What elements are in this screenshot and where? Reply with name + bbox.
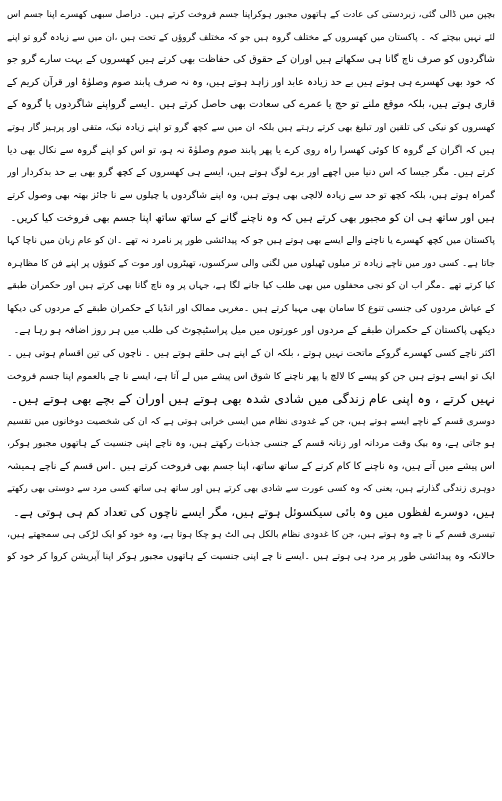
paragraph [7, 411, 495, 524]
paragraph [7, 230, 495, 343]
text-line: کہ خود بھی کھسرے ہی ہوتے ہیں بے حد زیادہ عابد اور زاہد ہوتے ہیں، وہ نہ صرف پابند صوم وصلوٰۃ اور قرآن کریم کے [7, 76, 495, 88]
text-line: حالانکہ وہ پیدائشی طور پر مرد ہی ہوتے ہیں ۔ایسے نا چے اپنی جنسیت کے ہاتھوں مجبور ہوکر اپنا آپریشن کروا کر خود کو [7, 551, 495, 563]
text-line: اکثر ناچے کسی کھسرے گروکے ماتحت نہیں ہوتے ، بلکہ ان کے اپنے ہی حلقے ہوتے ہیں ۔ ناچوں کی تین اقسام ہوتی ہیں ۔ [7, 347, 495, 359]
text-line: ہیں، دوسرے لفظوں میں وہ بائی سیکسوئل ہوتے ہیں، مگر ایسے ناچوں کی تعداد کم ہی ہوتی ہے۔ [12, 505, 495, 520]
text-line: ایک تو ایسے ہوتے ہیں جن کو پیسے کا لالچ یا پھر ناچنے کا شوق اس پیشے میں لے آتا ہے، ایسے نا چے بالعموم اپنا جسم فروخت [7, 370, 495, 382]
text-line: ہیں کہ اگران کے گروہ کا کوئی کھسرا راہ روی کرے یا پھر پابند صوم وصلوٰۃ نہ ہو، تو اس کو اپنے گروہ سے نکال بھی دیا [7, 144, 495, 156]
text-line: جاتا ہے۔ کسی دور میں ناچے زیادہ تر میلوں ٹھیلوں میں لگنی والی سرکسوں، تھیٹروں اور موت کے کنوؤں پر اپنے فن کا مظاہرہ [7, 257, 495, 269]
paragraph [7, 524, 495, 569]
paragraph [7, 343, 495, 411]
text-line: قاری ہوتے ہیں، بلکہ موقع ملنے تو حج یا عمرے کی سعادت بھی حاصل کرتے ہیں ۔ایسے گرواپنے شاگردوں یا گروہ کے [7, 99, 495, 111]
text-line: دوہری زندگی گذارتے ہیں، یعنی کہ وہ کسی عورت سے شادی بھی کرتے ہیں اور ساتھ ہی ساتھ کسی مرد سے دوستی بھی رکھتے [7, 484, 495, 495]
paragraph [7, 4, 495, 230]
text-line: ہو جاتی ہے، وہ بیک وقت مردانہ اور زنانہ قسم کے جنسی جذبات رکھتے ہیں، وہ ناچے اپنی جنسیت کے ہاتھوں مجبور ہوکر، [7, 438, 495, 450]
text-line: بچپن میں ڈالی گئی، زبردستی کی عادت کے ہاتھوں مجبور ہوکراپنا جسم فروخت کرتے ہیں۔ دراصل سبھی کھسرے اپنا جسم اس [7, 10, 495, 20]
text-line: ہیں اور ساتھ ہی ان کو مجبور بھی کرتے ہیں کہ وہ ناچنے گانے کے ساتھ ساتھ اپنا جسم بھی فروخت کیا کریں۔ [10, 212, 495, 225]
text-line: کیا کرتے تھے ۔مگر اب ان کو نجی محفلوں میں بھی طلب کیا جانے لگا ہے، جہاں پر وہ ناچ گانا بھی کرتے ہیں اور حکمران طبقے [7, 280, 495, 292]
text-line: پاکستان میں کچھ کھسرے یا ناچنے والے ایسے بھی ہوتے ہیں جو کہ پیدائشی طور پر نامرد نہ تھے ۔ان کو عام زبان میں ناچا کہا [7, 234, 495, 246]
text-line: دوسری قسم کے ناچے ایسے ہوتے ہیں، جن کے غدودی نظام میں ایسی خرابی ہوتی ہے کہ ان کی شخصیت دوخانوں میں تقسیم [7, 415, 495, 427]
text-line: گمراہ ہوتے ہیں، بلکہ کچھ تو حد سے زیادہ لالچی بھی ہوتے ہیں، وہ اپنے شاگردوں یا چیلوں سے نا جائز بھتہ بھی وصول کرتے [7, 189, 495, 201]
text-line: لئے نہیں بیچتے کہ ۔ پاکستان میں کھسروں کے مختلف گروہ ہیں جو کہ مختلف گروؤں کے تحت ہیں ،ان میں سے زیادہ گرو تو اپنے [7, 32, 495, 43]
text-line: کھسروں کو نیکی کی تلقین اور تبلیغ بھی کرتے رہتے ہیں بلکہ ان میں سے کچھ گرو تو اپنے زیادہ نیک، متقی اور پرہیز گار ہوتے [7, 121, 495, 133]
text-line: شاگردوں کو صرف ناچ گانا ہی سکھاتے ہیں اوران کے حقوق کی حفاظت بھی کرتے ہیں کھسروں کے بہت سارے گرو جو [7, 54, 495, 66]
text-line: تیسری قسم کے نا چے وہ ہوتے ہیں، جن کا غدودی نظام بالکل ہی الٹ ہو چکا ہوتا ہے، وہ خود کو ایک لڑکی ہی سمجھتے ہیں، [7, 528, 495, 540]
text-line: اس پیشے میں آتے ہیں، وہ ناچنے کا کام کرنے کے ساتھ ساتھ، اپنا جسم بھی فروخت کرتے ہیں ۔اس قسم کے ناچے ہمیشہ [7, 460, 495, 472]
text-line: کرتے ہیں۔ مگر جیسا کہ اس دنیا میں اچھے اور برے لوگ ہوتے ہیں، ایسے ہی کھسروں کے کچھ گرو بھی بے حد بدکردار اور [7, 167, 495, 179]
text-line: دیکھی پاکستان کے حکمران طبقے کے مردوں اور عورتوں میں میل پراسٹیچوٹ کی طلب میں ہر روز اضافہ ہو رہا ہے۔ [13, 325, 495, 337]
text-line: کے عیاش مردوں کی جنسی تنوع کا سامان بھی مہیا کرتے ہیں ۔مغربی ممالک اور انڈیا کے حکمران طبقے کے مردوں کی دیکھا [7, 302, 495, 314]
text-line: نہیں کرتے ، وہ اپنی عام زندگی میں شادی شدہ بھی ہوتے ہیں اوران کے بچے بھی ہوتے ہیں۔ [10, 391, 495, 407]
